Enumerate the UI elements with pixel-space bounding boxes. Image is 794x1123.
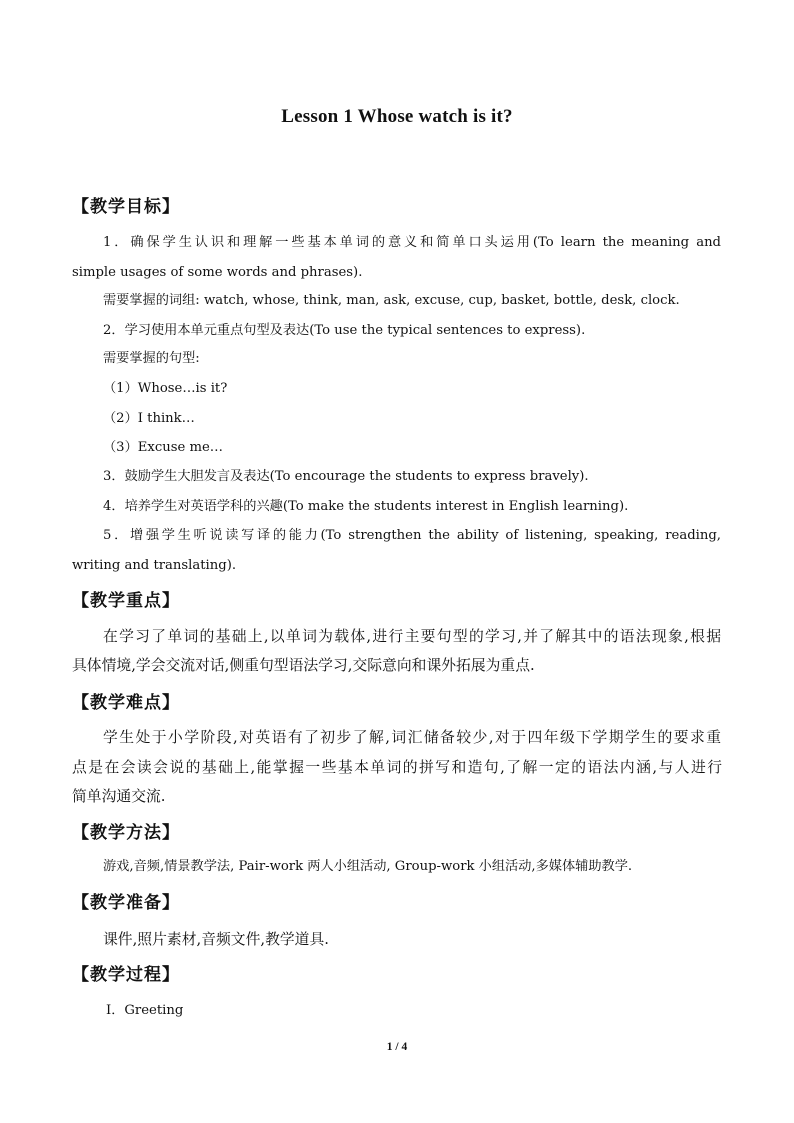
- methods-line-1: 游戏,音频,情景教学法, Pair-work 两人小组活动, Group-work 小组活动,多媒体辅助教学.: [103, 859, 633, 874]
- objectives-pattern-2: （2）I think…: [103, 411, 195, 426]
- objectives-sentence-label: 需要掌握的句型:: [103, 351, 200, 366]
- objectives-pattern-3: （3）Excuse me…: [103, 440, 223, 455]
- objectives-pattern-1: （1）Whose…is it?: [103, 381, 228, 396]
- objectives-line-10: 4．培养学生对英语学科的兴趣(To make the students interest in English learning).: [103, 499, 629, 514]
- key-points-line-1: 在学习了单词的基础上,以单词为载体,进行主要句型的学习,并了解其中的语法现象,根据: [103, 628, 721, 645]
- section-heading-key-points: 【教学重点】: [72, 591, 180, 611]
- objectives-line-12: writing and translating).: [72, 558, 237, 573]
- objectives-line-1: 1．确保学生认识和理解一些基本单词的意义和简单口头运用(To learn the meaning and: [103, 235, 721, 250]
- difficulties-line-1: 学生处于小学阶段,对英语有了初步了解,词汇储备较少,对于四年级下学期学生的要求重: [103, 729, 721, 746]
- lesson-title: Lesson 1 Whose watch is it?: [281, 106, 513, 127]
- section-heading-preparation: 【教学准备】: [72, 893, 180, 913]
- difficulties-line-2: 点是在会读会说的基础上,能掌握一些基本单词的拼写和造句,了解一定的语法内涵,与人进行: [72, 759, 722, 776]
- section-heading-objectives: 【教学目标】: [72, 197, 180, 217]
- section-heading-process: 【教学过程】: [72, 965, 180, 985]
- objectives-line-2: simple usages of some words and phrases).: [72, 265, 363, 280]
- objectives-phrases: 需要掌握的词组: watch, whose, think, man, ask, excuse, cup, basket, bottle, desk, clock.: [103, 293, 680, 308]
- key-points-line-2: 具体情境,学会交流对话,侧重句型语法学习,交际意向和课外拓展为重点.: [72, 657, 535, 674]
- section-heading-methods: 【教学方法】: [72, 823, 180, 843]
- objectives-line-4: 2．学习使用本单元重点句型及表达(To use the typical sentences to express).: [103, 323, 586, 338]
- difficulties-line-3: 简单沟通交流.: [72, 788, 166, 805]
- process-line-1: Ⅰ．Greeting: [106, 1003, 184, 1018]
- objectives-line-11: 5．增强学生听说读写译的能力(To strengthen the ability of listening, speaking, reading,: [103, 528, 721, 543]
- objectives-line-9: 3．鼓励学生大胆发言及表达(To encourage the students to express bravely).: [103, 469, 589, 484]
- preparation-line-1: 课件,照片素材,音频文件,教学道具.: [103, 931, 329, 948]
- page-number: 1 / 4: [386, 1041, 408, 1053]
- section-heading-difficulties: 【教学难点】: [72, 693, 180, 713]
